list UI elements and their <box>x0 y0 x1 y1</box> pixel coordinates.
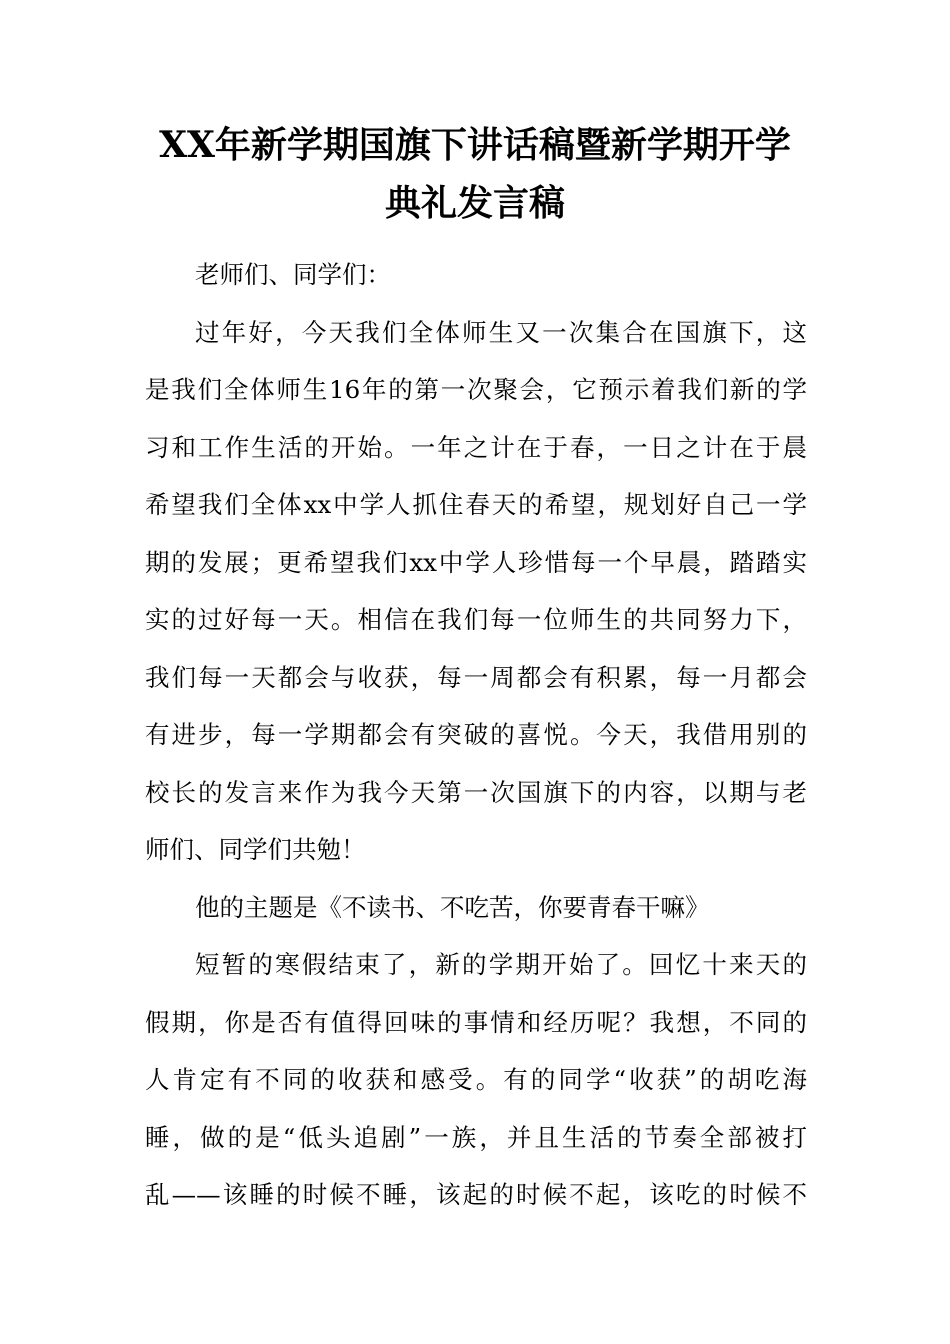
paragraph-line: 假期，你是否有值得回味的事情和经历呢？我想，不同的 <box>145 1007 807 1037</box>
paragraph-line: 有进步，每一学期都会有突破的喜悦。今天，我借用别的 <box>145 720 807 749</box>
paragraph-line: 我们每一天都会与收获，每一周都会有积累，每一月都会 <box>145 662 807 692</box>
salutation: 老师们、同学们： <box>195 260 391 289</box>
paragraph-line: 师们、同学们共勉！ <box>145 835 366 864</box>
document-title-line-2: 典礼发言稿 <box>384 182 565 224</box>
paragraph-line: 是我们全体师生16年的第一次聚会，它预示着我们新的学 <box>145 375 807 404</box>
paragraph-line: 习和工作生活的开始。一年之计在于春，一日之计在于晨 <box>145 432 807 462</box>
paragraph-line: 过年好，今天我们全体师生又一次集合在国旗下，这 <box>195 317 807 347</box>
paragraph-line: 实的过好每一天。相信在我们每一位师生的共同努力下， <box>145 605 807 634</box>
paragraph-line: 希望我们全体xx中学人抓住春天的希望，规划好自己一学 <box>145 490 807 519</box>
document-title-line-1: XX年新学期国旗下讲话稿暨新学期开学 <box>159 124 791 166</box>
paragraph-line: 睡，做的是“低头追剧”一族，并且生活的节奏全部被打 <box>145 1122 807 1152</box>
paragraph-line: 期的发展；更希望我们xx中学人珍惜每一个早晨，踏踏实 <box>145 547 807 577</box>
paragraph-line: 短暂的寒假结束了，新的学期开始了。回忆十来天的 <box>195 950 807 979</box>
document-body <box>145 246 807 1224</box>
theme-line: 他的主题是《不读书、不吃苦，你要青春干嘛》 <box>195 892 710 922</box>
paragraph-line: 乱——该睡的时候不睡，该起的时候不起，该吃的时候不 <box>145 1180 807 1209</box>
paragraph-line: 校长的发言来作为我今天第一次国旗下的内容，以期与老 <box>145 777 807 807</box>
paragraph-line: 人肯定有不同的收获和感受。有的同学“收获”的胡吃海 <box>145 1065 807 1094</box>
